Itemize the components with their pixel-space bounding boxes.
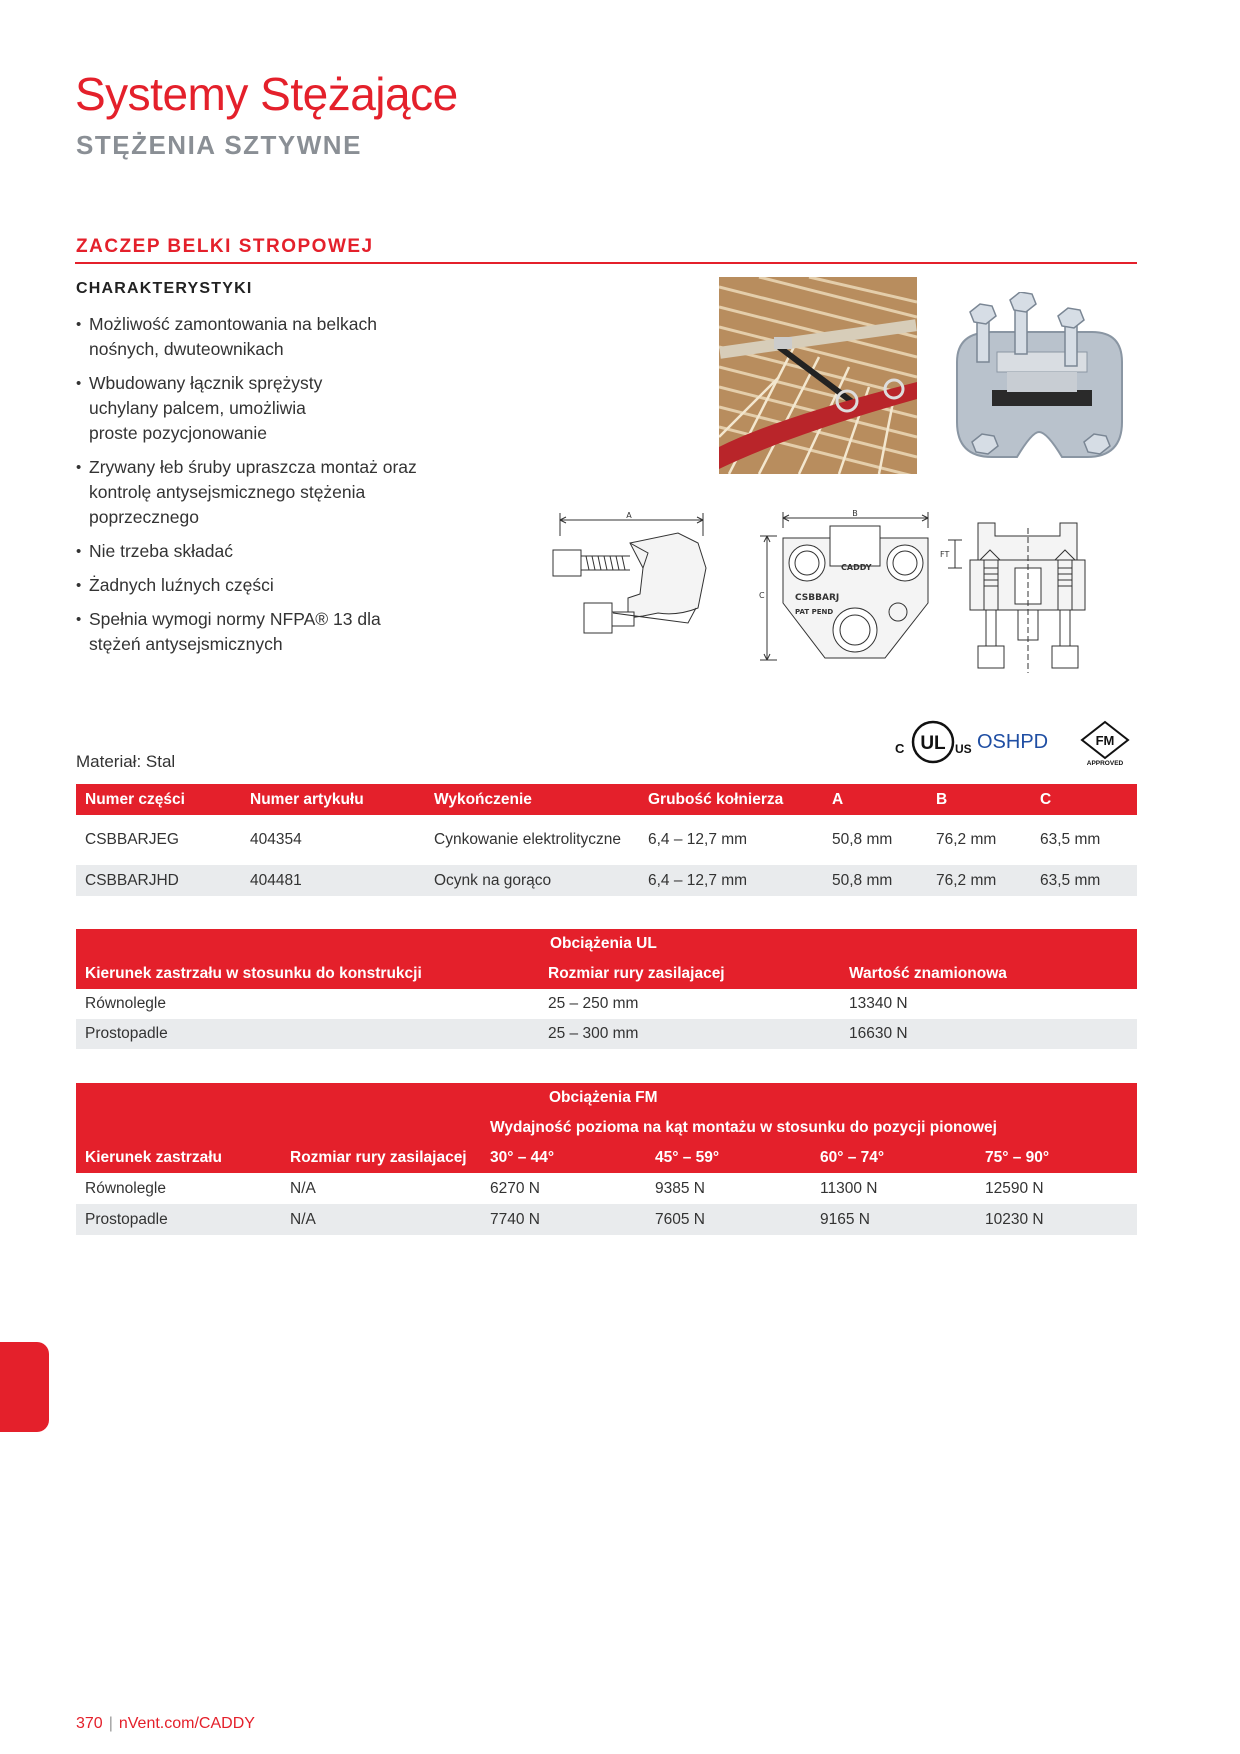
table-cell: 11300 N [820, 1179, 878, 1197]
column-header: A [823, 784, 927, 815]
dim-label-c: C [759, 591, 765, 600]
table-cell: 63,5 mm [1031, 865, 1137, 896]
table-title: Obciążenia UL [76, 929, 1137, 959]
column-header: Kierunek zastrzału [76, 1113, 281, 1173]
feature-item: • Nie trzeba składać [76, 539, 496, 564]
page-title: Systemy Stężające [75, 68, 458, 120]
table-row [76, 1204, 1137, 1235]
column-header: Kierunek zastrzału w stosunku do konstrukcji [76, 959, 539, 989]
table-row [76, 815, 1137, 865]
column-header: Wykończenie [425, 784, 639, 815]
table-cell: N/A [290, 1179, 316, 1197]
front-view-drawing [755, 508, 935, 668]
column-header: 45° – 59° [646, 1143, 811, 1173]
fm-loads-table [76, 1083, 1137, 1235]
table-cell: 7605 N [646, 1204, 811, 1235]
footer-link[interactable]: nVent.com/CADDY [118, 1715, 255, 1732]
svg-text:UL: UL [920, 733, 946, 754]
table-title-row [76, 929, 1137, 959]
svg-text:C: C [895, 741, 905, 756]
oshpd-logo: OSHPD [977, 731, 1049, 753]
table-cell: Prostopadle [76, 1019, 539, 1049]
installation-photo [719, 277, 917, 474]
page-footer: 370 | nVent.com/CADDY [76, 1715, 255, 1732]
column-header: Rozmiar rury zasilajacej [539, 959, 840, 989]
table-header-row [76, 959, 1137, 989]
dim-label-b: B [852, 509, 858, 518]
section-title: ZACZEP BELKI STROPOWEJ [76, 236, 374, 257]
fm-approved-icon [1082, 722, 1128, 766]
feature-item: • Zrywany łeb śruby upraszcza montaż oraz kontrolę antysejsmicznego stężenia poprzecznego [76, 455, 419, 530]
table-cell: 6,4 – 12,7 mm [639, 865, 823, 896]
table-row [76, 1019, 1137, 1049]
table-cell: Ocynk na gorąco [425, 865, 639, 896]
table-cell: 6,4 – 12,7 mm [648, 831, 748, 848]
table-cell: Prostopadle [76, 1204, 281, 1235]
table-cell: 6270 N [490, 1179, 540, 1197]
dim-label-ft: FT [940, 550, 950, 559]
table-cell: 9165 N [811, 1204, 976, 1235]
material-label: Materiał: Stal [76, 752, 176, 771]
column-header: Rozmiar rury zasilajacej [281, 1113, 481, 1173]
svg-text:APPROVED: APPROVED [1086, 760, 1124, 766]
table-cell: 16630 N [840, 1019, 1137, 1049]
characteristics-heading: CHARAKTERYSTYKI [76, 280, 253, 297]
page-subtitle: STĘŻENIA SZTYWNE [76, 130, 362, 160]
table-row [76, 1173, 1137, 1204]
column-header: 60° – 74° [811, 1143, 976, 1173]
table-header-row [76, 1113, 1137, 1143]
chapter-tab [0, 1342, 49, 1432]
table-cell: 13340 N [849, 995, 908, 1012]
column-header: Numer artykułu [241, 784, 425, 815]
column-header: Numer części [76, 784, 241, 815]
feature-item: • Wbudowany łącznik sprężysty uchylany palcem, umożliwia proste pozycjonowanie [76, 371, 359, 446]
table-cell: 76,2 mm [927, 865, 1031, 896]
table-row [76, 865, 1137, 896]
table-cell: N/A [281, 1204, 481, 1235]
product-clamp-image [952, 292, 1127, 467]
table-cell: Cynkowanie elektrolityczne [434, 831, 621, 848]
column-header: Wartość znamionowa [840, 959, 1137, 989]
column-header: Grubość kołnierza [639, 784, 823, 815]
column-group-header: Wydajność pozioma na kąt montażu w stosunku do pozycji pionowej [481, 1113, 1137, 1143]
table-cell: 9385 N [655, 1179, 705, 1197]
table-title: Obciążenia FM [76, 1083, 1137, 1113]
table-cell: 404354 [250, 831, 302, 848]
column-header: 75° – 90° [976, 1143, 1137, 1173]
ul-loads-table [76, 929, 1137, 1049]
table-cell: 404481 [241, 865, 425, 896]
table-cell: 12590 N [985, 1179, 1044, 1197]
column-header: B [927, 784, 1031, 815]
table-cell: 7740 N [481, 1204, 646, 1235]
section-divider [75, 262, 1137, 264]
table-cell: Równolegle [85, 1179, 166, 1197]
dim-label-a: A [626, 511, 632, 520]
svg-text:US: US [955, 742, 972, 756]
table-cell: CSBBARJEG [85, 831, 179, 848]
table-cell: 50,8 mm [832, 831, 893, 848]
side-view-drawing [548, 508, 711, 668]
table-cell: 63,5 mm [1040, 831, 1101, 848]
stamp-patent: PAT PEND [795, 608, 834, 616]
ul-certification-icon [895, 722, 972, 762]
table-cell: 25 – 250 mm [548, 995, 639, 1012]
table-title-row [76, 1083, 1137, 1113]
table-cell: 10230 N [976, 1204, 1137, 1235]
stamp-model: CSBBARJ [795, 593, 840, 603]
svg-text:FM: FM [1095, 733, 1115, 748]
feature-item: • Spełnia wymogi normy NFPA® 13 dla stężeń antysejsmicznych [76, 607, 429, 657]
column-header: C [1031, 784, 1137, 815]
stamp-brand: CADDY [841, 563, 872, 572]
table-cell: CSBBARJHD [76, 865, 241, 896]
table-cell: Równolegle [85, 995, 166, 1012]
certification-logos [893, 718, 1133, 766]
table-header-row [76, 784, 1137, 815]
feature-list [76, 312, 496, 666]
feature-item: • Żadnych luźnych części [76, 573, 496, 598]
table-cell: 76,2 mm [936, 831, 997, 848]
column-header: 30° – 44° [481, 1143, 646, 1173]
table-row [76, 989, 1137, 1019]
feature-item: • Możliwość zamontowania na belkach nośnych, dwuteownikach [76, 312, 399, 362]
end-view-drawing [940, 518, 1115, 678]
table-cell: 50,8 mm [823, 865, 927, 896]
table-cell: 25 – 300 mm [539, 1019, 840, 1049]
parts-table [76, 784, 1137, 896]
page-number: 370 [76, 1715, 103, 1732]
